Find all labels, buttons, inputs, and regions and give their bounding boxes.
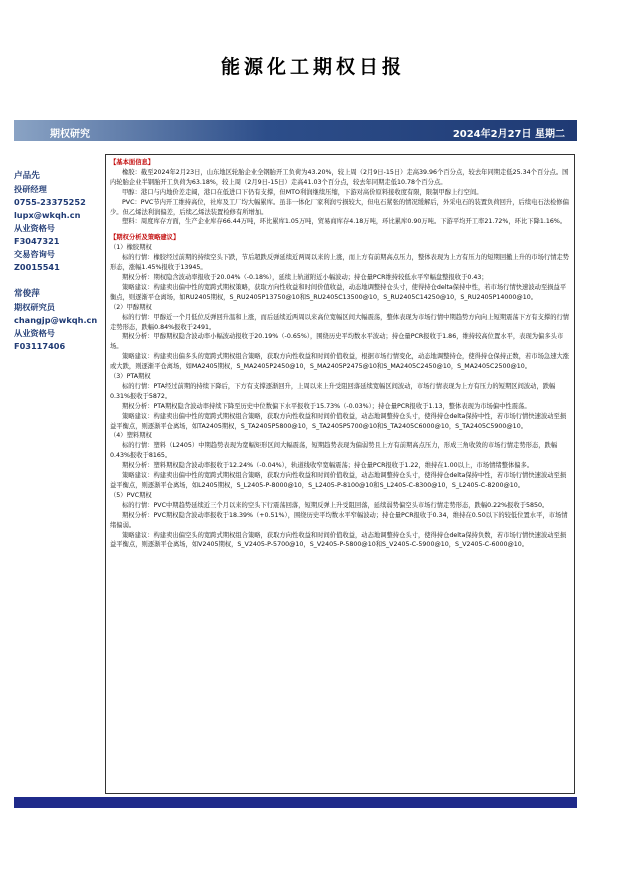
option-heading: （3）PTA期权 <box>110 373 151 381</box>
footer-bar <box>14 797 577 808</box>
basic-para: 塑料：周度库存方面，生产企业库存66.44万吨，环比累库1.05万吨，贸易商库存4.18万吨，环比累库0.90万吨。下游平均开工率21.72%，环比下降1.16%。 <box>122 218 567 226</box>
option-para: 标的行情：橡胶经过前期的持续空头下跌，节后超跌反弹延续近两周以来的上涨，而上方有前期高点压力，整体表现为上方有压力的短期回撤上升的市场行情走势形态，涨幅1.45%报收于13945。 <box>110 254 570 272</box>
option-para: 标的行情：甲醇近一个月低位反弹回升温和上涨，而后延续近两周以来高位宽幅区间大幅震荡，整体表现为市场行情中期趋势方向向上短期震荡下方有支撑的行情走势形态，跌幅0.84%报收于2491。 <box>110 313 570 331</box>
basic-para: PVC：PVC节内开工维持高位，社库及工厂均大幅累库。虽非一体化厂家利润亏损较大，但电石紧张的情况缓解后，外采电石的装置负荷回升，后续电石法检修偏少。但乙烯法利润偏差，后续乙烯法装置检修有所增加。 <box>110 198 569 216</box>
option-para: 策略建议：构建卖出偏空头的宽跨式期权组合策略，获取方向性收益和时间价值收益，动态地调整持仓头寸，使得持仓delta保持负数，若市场行情快速波动至损益平衡点，则逐渐平仓离场，如V2405期权，S_V2405-P-5700@10，S_V2405-P-5800@10和S_V2405-C-5900@10，S_V2405-C-6000@10。 <box>110 531 567 549</box>
analyst-consult: Z0015541 <box>14 262 60 272</box>
analyst-name: 常俊萍 <box>14 289 40 299</box>
analyst-email[interactable]: changjp@wkqh.cn <box>14 315 98 325</box>
option-para: 期权分析：期权隐含波动率报收于20.04%（-0.18%），延续上轨道附近小幅波动；持仓量PCR维持较低水平窄幅盘整报收于0.43； <box>122 273 488 281</box>
report-date: 2024年2月27日 星期二 <box>452 129 565 140</box>
basic-para: 甲醇：港口与内地价差走阔，港口在低进口下仍有支撑，但MTO利润继续压缩，下游对高价原料接收度有限，限制甲醇上行空间。 <box>122 188 483 196</box>
analyst-email[interactable]: lupx@wkqh.cn <box>14 210 81 220</box>
option-para: 期权分析：PTA期权隐含波动率持续下降至历史中位数偏下水平报收于15.73%（-0.03%）；持仓量PCR报收于1.13，整体表现为市场偏中性震荡。 <box>122 402 531 410</box>
option-para: 标的行情：PTA经过前期的持续下降后，下方有支撑逐渐回升，上周以来上升受阻回落延续宽幅区间波动，市场行情表现为上方有压力的短期区间波动，跌幅0.31%报收于5872。 <box>110 382 556 400</box>
analyst-role: 投研经理 <box>14 184 47 194</box>
analyst-cert: F3047321 <box>14 236 60 246</box>
option-heading: （1）橡胶期权 <box>110 244 152 252</box>
option-heading: （5）PVC期权 <box>110 491 152 499</box>
strategy-title: 【期权分析及策略建议】 <box>110 234 180 242</box>
analyst-sidebar <box>14 170 106 353</box>
analyst-name: 卢品先 <box>14 171 40 181</box>
option-para: 标的行情：PVC中期趋势延续近三个月以来的空头下行震荡回落，短期反弹上升受阻回落，延续弱势偏空头市场行情走势形态，跌幅0.22%报收于5850。 <box>122 501 549 509</box>
option-para: 策略建议：构建卖出偏中性的宽跨式期权策略，获取方向性收益和时间价值收益，动态地调整持仓头寸，使得持仓delta保持中性，若市场行情快速波动至损益平衡点，则逐渐平仓离场，如RU2405期权，S_RU2405P13750@10和S_RU2405C13500@10，S_RU2405C14250@10，S_RU2405P14000@10。 <box>110 283 567 301</box>
report-title: 能源化工期权日报 <box>220 56 405 78</box>
option-para: 期权分析：PVC期权隐含波动率报收于18.39%（+0.51%），围绕历史平均数水平窄幅波动；持仓量PCR报收于0.34，维持在0.50以下的较低位置水平，市场情绪偏弱。 <box>110 511 568 529</box>
option-para: 策略建议：构建卖出偏中性的宽跨式期权组合策略，获取方向性收益和时间价值收益，动态地调整持仓头寸，使得持仓delta保持中性，若市场行情快速波动至损益平衡点，则逐渐平仓离场，如TA2405期权，S_TA2405P5800@10，S_TA2405P5700@10和S_TA2405C6000@10，S_TA2405C5900@10。 <box>110 412 567 430</box>
analyst-cert-label: 从业资格号 <box>14 328 55 338</box>
section-label: 期权研究 <box>50 129 90 140</box>
option-heading: （4）塑料期权 <box>110 432 152 440</box>
basic-para: 橡胶：截至2024年2月23日，山东地区轮胎企业全钢胎开工负荷为43.20%，较上周（2月9日-15日）走高39.96个百分点，较去年同期走低25.34个百分点。国内轮胎企业半钢胎开工负荷为63.18%，较上周（2月9日-15日）走高41.03个百分点，较去年同期走低10.78个百分点。 <box>110 168 569 186</box>
analyst-phone: 0755-23375252 <box>14 197 86 207</box>
analyst-role: 期权研究员 <box>14 302 55 312</box>
header-band <box>14 120 577 141</box>
analyst-cert: F03117406 <box>14 341 66 351</box>
option-para: 策略建议：构建卖出偏多头的宽跨式期权组合策略，获取方向性收益和时间价值收益，根据市场行情变化，动态地调整持仓，使得持仓保持正数，若市场急速大涨或大跌，则逐渐平仓离场，如MA2405期权，S_MA2405P2450@10，S_MA2405P2475@10和S_MA2405C2450@10，S_MA2405C2500@10。 <box>110 353 570 371</box>
analyst-consult-label: 交易咨询号 <box>14 249 55 259</box>
option-para: 期权分析：甲醇期权隐含波动率小幅波动报收于20.19%（-0.65%），围绕历史平均数水平波动；持仓量PCR报收于1.86，维持较高位置水平，表现为偏多头市场。 <box>110 333 564 351</box>
option-para: 期权分析：塑料期权隐含波动率报收于12.24%（-0.04%），轨道线收窄宽幅震荡；持仓量PCR报收于1.22，维持在1.00以上，市场情绪整体偏多。 <box>122 462 534 470</box>
basic-info-title: 【基本面信息】 <box>110 159 155 166</box>
option-para: 策略建议：构建卖出偏中性的宽跨式期权组合策略，获取方向性收益和时间价值收益，动态地调整持仓头寸，使得持仓delta保持中性，若市场行情快速波动至损益平衡点，则逐渐平仓离场，如L2405期权，S_L2405-P-8000@10，S_L2405-P-8100@10和S_L2405-C-8300@10，S_L2405-C-8200@10。 <box>110 472 567 489</box>
report-body <box>105 154 575 794</box>
option-heading: （2）甲醇期权 <box>110 303 152 311</box>
option-para: 标的行情：塑料（L2405）中期趋势表现为宽幅矩形区间大幅震荡，短期趋势表现为偏弱势且上方有前期高点压力，形成三角收敛的市场行情走势形态，跌幅0.43%报收于8165。 <box>110 442 558 460</box>
analyst-cert-label: 从业资格号 <box>14 223 55 233</box>
